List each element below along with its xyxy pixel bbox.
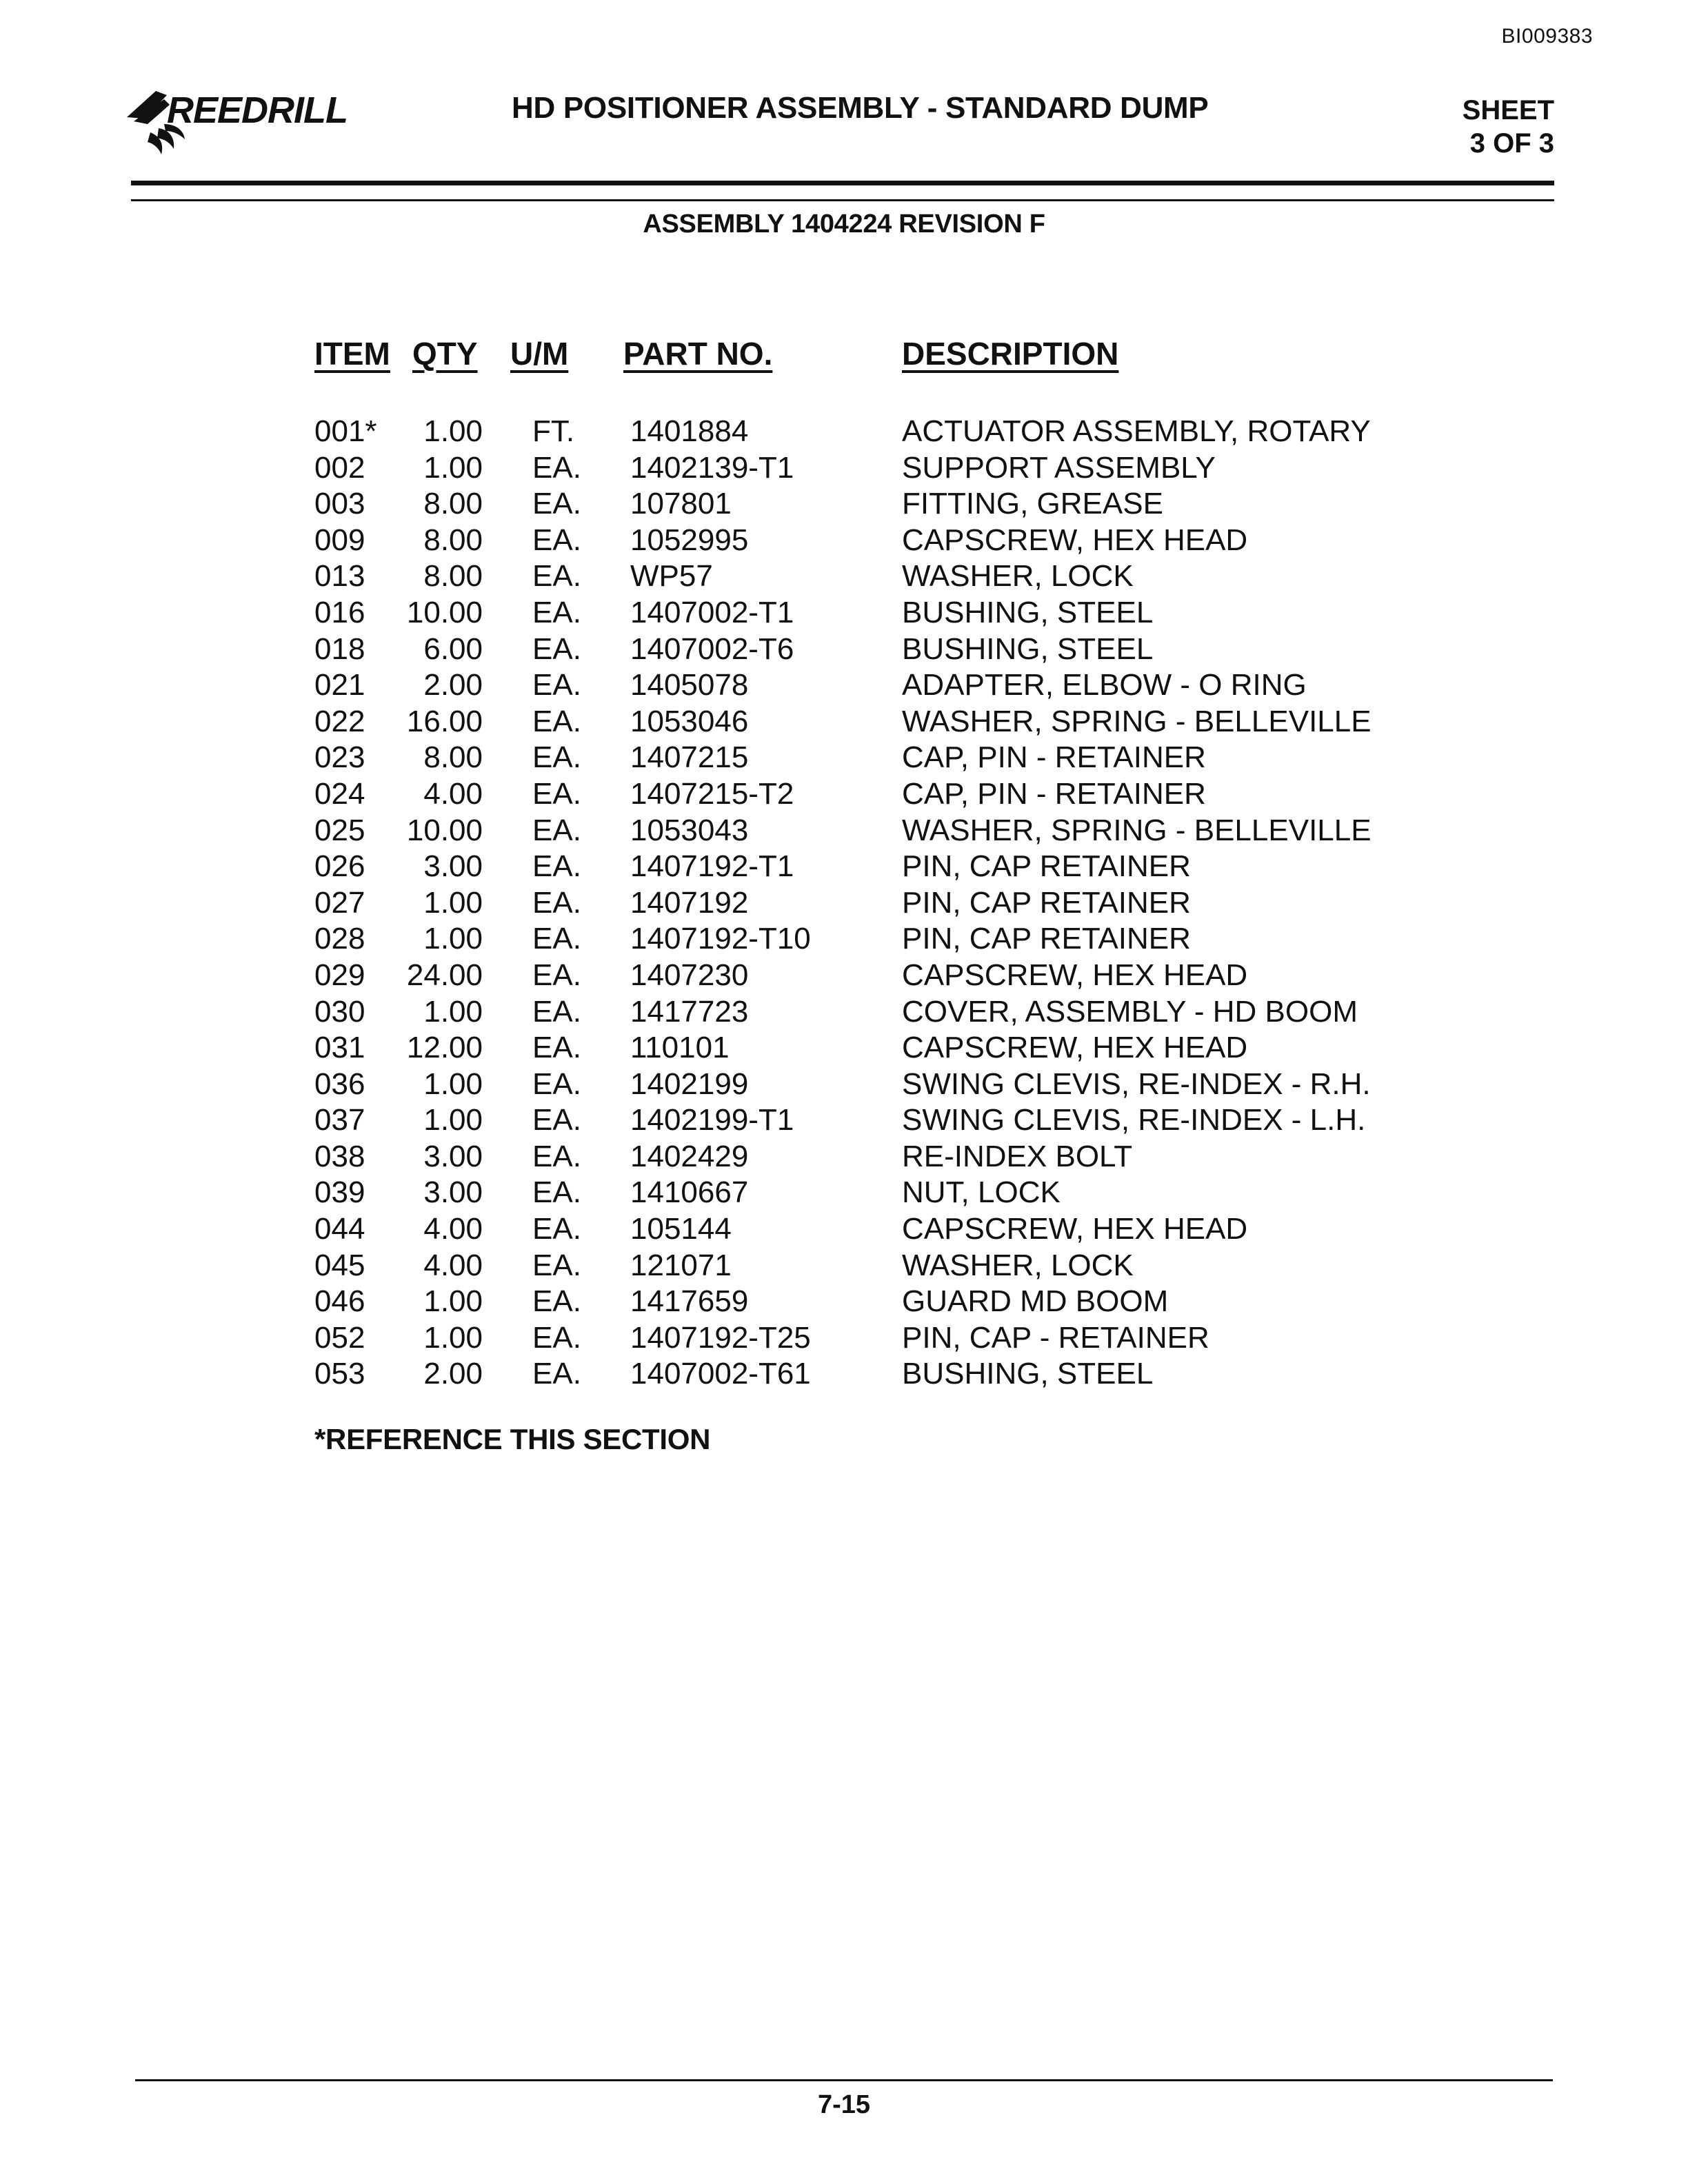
um-cell: FT. [532, 414, 575, 448]
part-number-cell: 1407230 [630, 958, 749, 992]
qty-cell: 1.00 [423, 885, 483, 920]
description-cell: COVER, ASSEMBLY - HD BOOM [902, 994, 1358, 1029]
document-id: BI009383 [1501, 25, 1593, 48]
qty-cell: 10.00 [406, 595, 483, 629]
part-number-cell: 107801 [630, 487, 732, 521]
part-number-cell: 1407002-T61 [630, 1357, 811, 1391]
qty-cell: 1.00 [423, 994, 483, 1029]
parts-table-header [0, 335, 1688, 376]
table-row [0, 885, 1688, 922]
item-cell: 018 [314, 631, 365, 666]
um-cell: EA. [532, 849, 581, 884]
um-cell: EA. [532, 922, 581, 956]
logo-text: REEDRILL [167, 90, 348, 131]
um-cell: EA. [532, 487, 581, 521]
item-cell: 052 [314, 1320, 365, 1355]
item-cell: 046 [314, 1284, 365, 1319]
table-row [0, 958, 1688, 994]
um-cell: EA. [532, 559, 581, 594]
description-cell: BUSHING, STEEL [902, 631, 1154, 666]
part-number-cell: 1402199 [630, 1066, 749, 1101]
um-cell: EA. [532, 523, 581, 557]
um-cell: EA. [532, 776, 581, 811]
assembly-revision: ASSEMBLY 1404224 REVISION F [643, 210, 1045, 239]
table-row [0, 776, 1688, 813]
description-cell: WASHER, LOCK [902, 1248, 1134, 1282]
table-row [0, 1030, 1688, 1066]
column-header-um: U/M [510, 336, 569, 372]
um-cell: EA. [532, 668, 581, 702]
table-row [0, 667, 1688, 704]
sheet-indicator [1407, 94, 1554, 160]
item-cell: 039 [314, 1175, 365, 1210]
qty-cell: 4.00 [423, 776, 483, 811]
um-cell: EA. [532, 1175, 581, 1210]
table-row [0, 558, 1688, 595]
item-cell: 044 [314, 1212, 365, 1246]
qty-cell: 4.00 [423, 1248, 483, 1282]
description-cell: PIN, CAP RETAINER [902, 849, 1191, 884]
table-row [0, 1320, 1688, 1357]
um-cell: EA. [532, 704, 581, 738]
document-title: HD POSITIONER ASSEMBLY - STANDARD DUMP [512, 91, 1209, 125]
um-cell: EA. [532, 1103, 581, 1138]
qty-cell: 2.00 [423, 668, 483, 702]
item-cell: 030 [314, 994, 365, 1029]
qty-cell: 1.00 [423, 414, 483, 448]
item-cell: 028 [314, 922, 365, 956]
item-cell: 036 [314, 1066, 365, 1101]
item-cell: 029 [314, 958, 365, 992]
table-row [0, 849, 1688, 885]
column-header-qty: QTY [412, 336, 478, 372]
table-row [0, 1066, 1688, 1103]
column-header-description: DESCRIPTION [902, 336, 1119, 372]
table-row [0, 414, 1688, 450]
table-row [0, 994, 1688, 1031]
description-cell: GUARD MD BOOM [902, 1284, 1169, 1319]
header-rule-thick [131, 181, 1554, 185]
part-number-cell: 1417659 [630, 1284, 749, 1319]
item-cell: 013 [314, 559, 365, 594]
company-logo [124, 88, 359, 157]
qty-cell: 8.00 [423, 487, 483, 521]
item-cell: 021 [314, 668, 365, 702]
um-cell: EA. [532, 631, 581, 666]
um-cell: EA. [532, 1320, 581, 1355]
um-cell: EA. [532, 740, 581, 775]
table-row [0, 1139, 1688, 1175]
um-cell: EA. [532, 994, 581, 1029]
description-cell: CAP, PIN - RETAINER [902, 740, 1206, 775]
table-row [0, 704, 1688, 740]
part-number-cell: 1053046 [630, 704, 749, 738]
description-cell: CAPSCREW, HEX HEAD [902, 523, 1248, 557]
item-cell: 024 [314, 776, 365, 811]
column-header-item: ITEM [314, 336, 390, 372]
parts-table [0, 414, 1688, 1393]
table-row [0, 631, 1688, 668]
item-cell: 022 [314, 704, 365, 738]
part-number-cell: 1410667 [630, 1175, 749, 1210]
um-cell: EA. [532, 1284, 581, 1319]
page-number: 7-15 [817, 2090, 871, 2119]
um-cell: EA. [532, 1031, 581, 1065]
table-row [0, 740, 1688, 776]
table-row [0, 1211, 1688, 1248]
item-cell: 003 [314, 487, 365, 521]
footer-rule [135, 2079, 1553, 2081]
qty-cell: 1.00 [423, 1320, 483, 1355]
qty-cell: 1.00 [423, 450, 483, 485]
table-row [0, 1175, 1688, 1211]
qty-cell: 1.00 [423, 1066, 483, 1101]
um-cell: EA. [532, 1248, 581, 1282]
table-row [0, 921, 1688, 958]
part-number-cell: 1053043 [630, 813, 749, 847]
table-row [0, 813, 1688, 849]
part-number-cell: 1405078 [630, 668, 749, 702]
um-cell: EA. [532, 1066, 581, 1101]
qty-cell: 12.00 [406, 1031, 483, 1065]
description-cell: BUSHING, STEEL [902, 595, 1154, 629]
part-number-cell: 1407192-T10 [630, 922, 811, 956]
description-cell: PIN, CAP RETAINER [902, 885, 1191, 920]
description-cell: ADAPTER, ELBOW - O RING [902, 668, 1307, 702]
column-header-part-no: PART NO. [623, 336, 773, 372]
um-cell: EA. [532, 450, 581, 485]
item-cell: 045 [314, 1248, 365, 1282]
item-cell: 009 [314, 523, 365, 557]
qty-cell: 3.00 [423, 849, 483, 884]
sheet-value: 3 OF 3 [1469, 128, 1554, 159]
description-cell: NUT, LOCK [902, 1175, 1061, 1210]
description-cell: SWING CLEVIS, RE-INDEX - L.H. [902, 1103, 1366, 1138]
qty-cell: 4.00 [423, 1212, 483, 1246]
description-cell: WASHER, SPRING - BELLEVILLE [902, 704, 1372, 738]
description-cell: BUSHING, STEEL [902, 1357, 1154, 1391]
footnote: *REFERENCE THIS SECTION [314, 1423, 711, 1455]
table-row [0, 1284, 1688, 1320]
part-number-cell: 1052995 [630, 523, 749, 557]
part-number-cell: 1407002-T6 [630, 631, 794, 666]
description-cell: FITTING, GREASE [902, 487, 1163, 521]
qty-cell: 1.00 [423, 1103, 483, 1138]
qty-cell: 2.00 [423, 1357, 483, 1391]
header-rule-thin [131, 199, 1554, 201]
item-cell: 038 [314, 1139, 365, 1173]
part-number-cell: 110101 [630, 1031, 730, 1065]
description-cell: CAP, PIN - RETAINER [902, 776, 1206, 811]
item-cell: 026 [314, 849, 365, 884]
description-cell: CAPSCREW, HEX HEAD [902, 958, 1248, 992]
part-number-cell: 1407002-T1 [630, 595, 794, 629]
qty-cell: 6.00 [423, 631, 483, 666]
item-cell: 037 [314, 1103, 365, 1138]
qty-cell: 8.00 [423, 523, 483, 557]
qty-cell: 3.00 [423, 1175, 483, 1210]
um-cell: EA. [532, 1212, 581, 1246]
part-number-cell: 105144 [630, 1212, 732, 1246]
item-cell: 027 [314, 885, 365, 920]
item-cell: 016 [314, 595, 365, 629]
description-cell: SWING CLEVIS, RE-INDEX - R.H. [902, 1066, 1371, 1101]
item-cell: 031 [314, 1031, 365, 1065]
description-cell: CAPSCREW, HEX HEAD [902, 1031, 1248, 1065]
um-cell: EA. [532, 1139, 581, 1173]
description-cell: PIN, CAP - RETAINER [902, 1320, 1209, 1355]
table-row [0, 595, 1688, 631]
item-cell: 001* [314, 414, 377, 448]
part-number-cell: 1407215-T2 [630, 776, 794, 811]
um-cell: EA. [532, 1357, 581, 1391]
table-row [0, 450, 1688, 487]
item-cell: 053 [314, 1357, 365, 1391]
part-number-cell: WP57 [630, 559, 713, 594]
part-number-cell: 1417723 [630, 994, 749, 1029]
table-row [0, 1248, 1688, 1284]
um-cell: EA. [532, 958, 581, 992]
table-row [0, 523, 1688, 559]
qty-cell: 3.00 [423, 1139, 483, 1173]
qty-cell: 1.00 [423, 922, 483, 956]
description-cell: RE-INDEX BOLT [902, 1139, 1133, 1173]
part-number-cell: 1402199-T1 [630, 1103, 794, 1138]
part-number-cell: 1407192-T25 [630, 1320, 811, 1355]
part-number-cell: 1407192 [630, 885, 749, 920]
um-cell: EA. [532, 813, 581, 847]
um-cell: EA. [532, 595, 581, 629]
part-number-cell: 1402139-T1 [630, 450, 794, 485]
description-cell: WASHER, SPRING - BELLEVILLE [902, 813, 1372, 847]
item-cell: 023 [314, 740, 365, 775]
table-row [0, 1102, 1688, 1139]
qty-cell: 24.00 [406, 958, 483, 992]
sheet-label: SHEET [1462, 95, 1554, 125]
description-cell: CAPSCREW, HEX HEAD [902, 1212, 1248, 1246]
item-cell: 002 [314, 450, 365, 485]
item-cell: 025 [314, 813, 365, 847]
description-cell: PIN, CAP RETAINER [902, 922, 1191, 956]
description-cell: SUPPORT ASSEMBLY [902, 450, 1216, 485]
description-cell: ACTUATOR ASSEMBLY, ROTARY [902, 414, 1371, 448]
qty-cell: 8.00 [423, 740, 483, 775]
qty-cell: 10.00 [406, 813, 483, 847]
part-number-cell: 1407192-T1 [630, 849, 794, 884]
qty-cell: 16.00 [406, 704, 483, 738]
part-number-cell: 121071 [630, 1248, 732, 1282]
part-number-cell: 1402429 [630, 1139, 749, 1173]
table-row [0, 1356, 1688, 1393]
part-number-cell: 1401884 [630, 414, 749, 448]
table-row [0, 486, 1688, 523]
um-cell: EA. [532, 885, 581, 920]
qty-cell: 8.00 [423, 559, 483, 594]
part-number-cell: 1407215 [630, 740, 749, 775]
qty-cell: 1.00 [423, 1284, 483, 1319]
description-cell: WASHER, LOCK [902, 559, 1134, 594]
